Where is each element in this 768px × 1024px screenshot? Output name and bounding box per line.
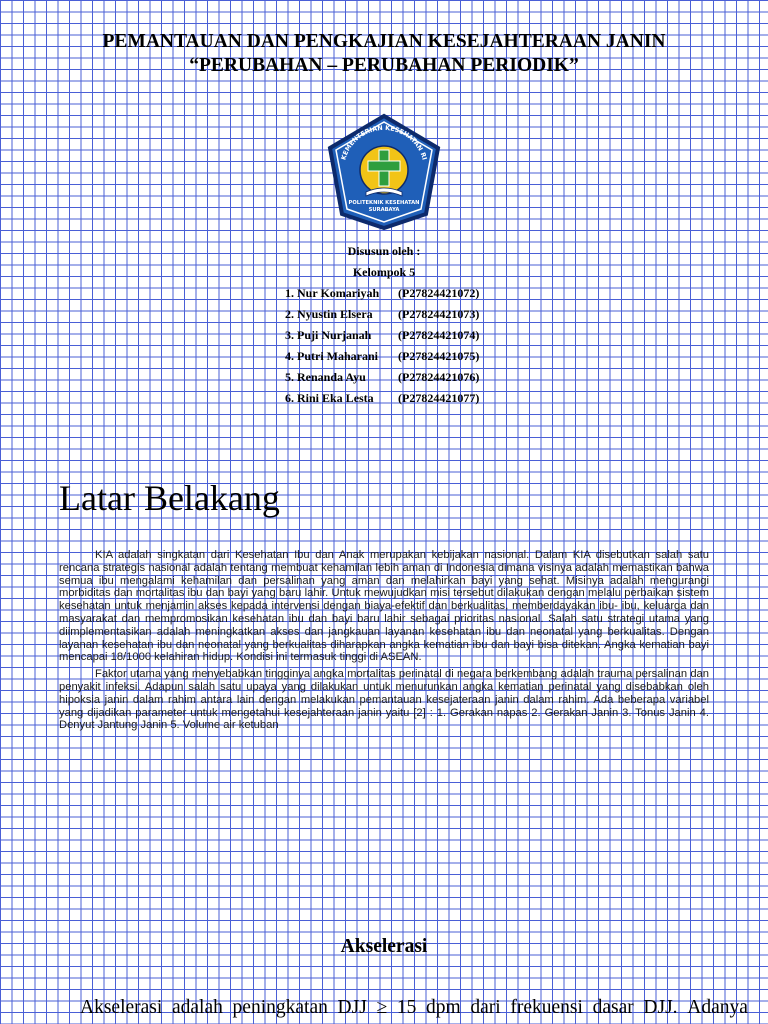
authors-block (0, 241, 768, 409)
member-name: 1. Nur Komariyah (285, 286, 380, 300)
member-name: 6. Rini Eka Lesta (285, 391, 374, 405)
document-title (0, 30, 768, 78)
line-word: frekuensi (510, 997, 583, 1018)
line-word: peningkatan (232, 997, 328, 1018)
line-word: dpm (426, 997, 461, 1018)
line-word: DJJ. (643, 997, 678, 1018)
section-heading: Latar Belakang (59, 478, 280, 518)
line-word: ≥ (376, 997, 388, 1018)
prepared-by-label: Disusun oleh : (347, 244, 421, 258)
member-list (0, 283, 768, 409)
member-name: 2. Nyustin Elsera (285, 307, 373, 321)
member-nim: (P27824421072) (398, 286, 480, 300)
line-word: dasar (592, 997, 634, 1018)
member-nim: (P27824421076) (398, 370, 480, 384)
member-nim: (P27824421074) (398, 328, 480, 342)
line-word: Akselerasi (80, 997, 163, 1018)
logo-bottom-text-2: SURABAYA (368, 207, 400, 213)
poltekkes-surabaya-logo (322, 110, 446, 234)
member-row (0, 325, 768, 346)
member-nim: (P27824421073) (398, 307, 480, 321)
body-paragraph-2: Faktor utama yang menyebabkan tingginya angka mortalitas perinatal di negara berkembang adalah trauma persalinan dan penyakit infeksi. Adapun salah satu upaya yang dilakukan untuk menurunkan angka kematian perinatal yang disebabkan oleh hipoksia janin dalam rahim antara lain dengan melakukan pemantauan kesejateraan janin dalam rahim. Ada beberapa variabel yang dijadikan parameter untuk mengetahui kesejahteraan janin yaitu [2] : 1. Gerakan napas 2. Gerakan Janin 3. Tonus Janin 4. Denyut Jantung Janin 5. Volume air ketuban (59, 668, 709, 732)
member-nim: (P27824421077) (398, 391, 480, 405)
subsection-first-line (80, 995, 748, 1021)
member-row (0, 304, 768, 325)
member-name: 4. Putri Maharani (285, 349, 378, 363)
line-word: 15 (396, 997, 417, 1018)
logo-bottom-text-1: POLITEKNIK KESEHATAN (348, 200, 420, 206)
member-name: 5. Renanda Ayu (285, 370, 366, 384)
title-line-1: PEMANTAUAN DAN PENGKAJIAN KESEJAHTERAAN JANIN (102, 31, 666, 52)
line-word: DJJ (337, 997, 367, 1018)
line-word: Adanya (687, 997, 748, 1018)
member-row (0, 388, 768, 409)
body-text (59, 549, 709, 736)
member-name: 3. Puji Nurjanah (285, 328, 372, 342)
member-row (0, 367, 768, 388)
line-word: adalah (171, 997, 223, 1018)
group-label: Kelompok 5 (352, 265, 416, 279)
member-nim: (P27824421075) (398, 349, 480, 363)
member-row (0, 346, 768, 367)
subsection-heading: Akselerasi (340, 936, 428, 957)
member-row (0, 283, 768, 304)
line-word: dari (470, 997, 501, 1018)
title-line-2: “PERUBAHAN – PERUBAHAN PERIODIK” (189, 55, 579, 76)
logo-top-text: KEMENTERIAN KESEHATAN RI (339, 123, 429, 161)
body-paragraph-1: KIA adalah singkatan dari Kesehatan Ibu dan Anak merupakan kebijakan nasional. Dalam KIA disebutkan salah satu rencana strategis nasional adalah tentang membuat kehamilan lebih aman di Indonesia dimana visinya adalah memastikan bahwa semua ibu mengalami kehamilan dan persalinan yang aman dan melahirkan bayi yang sehat. Misinya adalah mengurangi morbiditas dan mortalitas ibu dan bayi yang baru lahir. Untuk mewujudkan misi tersebut dilakukan dengan melalu perbaikan sistem kesehatan untuk menjamin akses kepada intervensi dengan biaya-efektif dan berkualitas, memberdayakan ibu- ibu, keluarga dan masyarakat dan mempromosikan kesehatan ibu dan bayi baru lahir sebagai prioritas nasional. Salah satu strategi utama yang diimplementasikan adalah meningkatkan akses dan jangkauan layanan kesehatan ibu dan neonatal yang berkualitas. Dengan layanan kesehatan ibu dan neonatal yang berkualitas diharapkan angka kematian ibu dan bayi bisa ditekan. Angka kematian bayi mencapai 18/1000 kelahiran hidup. Kondisi ini termasuk tinggi di ASEAN. (59, 549, 709, 664)
